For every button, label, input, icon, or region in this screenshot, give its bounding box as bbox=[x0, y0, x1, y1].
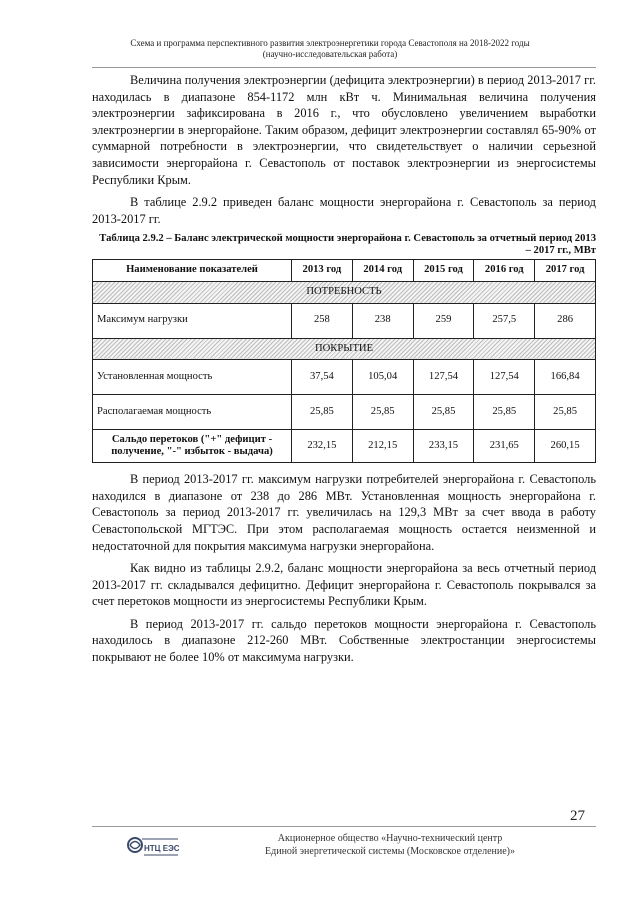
table-row-flow-balance bbox=[93, 430, 596, 463]
table-cell: 105,04 bbox=[352, 360, 413, 395]
row-label: Располагаемая мощность bbox=[93, 395, 292, 430]
table-cell: 233,15 bbox=[413, 430, 474, 463]
table-cell: 212,15 bbox=[352, 430, 413, 463]
table-cell: 260,15 bbox=[535, 430, 596, 463]
table-cell: 25,85 bbox=[292, 395, 353, 430]
table-cell: 25,85 bbox=[535, 395, 596, 430]
ntc-ees-logo-icon bbox=[126, 833, 182, 865]
column-header-indicator: Наименование показателей bbox=[93, 260, 292, 282]
table-cell: 238 bbox=[352, 303, 413, 338]
paragraph-4: Как видно из таблицы 2.9.2, баланс мощности энергорайона за весь отчетный период 2013-2017 гг. складывался дефицитно. Дефицит энергорайона г. Севастополь покрывался за счет перетоков мощности из энергосистемы Республики Крым. bbox=[92, 561, 596, 609]
logo-text: НТЦ ЕЭС bbox=[144, 844, 180, 853]
table-cell: 37,54 bbox=[292, 360, 353, 395]
table-cell: 127,54 bbox=[413, 360, 474, 395]
footer bbox=[220, 832, 560, 858]
table-cell: 231,65 bbox=[474, 430, 535, 463]
column-header-2015: 2015 год bbox=[413, 260, 474, 282]
table-cell: 258 bbox=[292, 303, 353, 338]
column-header-2013: 2013 год bbox=[292, 260, 353, 282]
table-row-max-load bbox=[93, 303, 596, 338]
footer-line-1: Акционерное общество «Научно-технический центр bbox=[277, 833, 503, 844]
power-balance-table bbox=[92, 259, 596, 463]
header-title: Схема и программа перспективного развития электроэнергетики города Севастополя на 2018-2022 годы bbox=[130, 38, 530, 48]
table-cell: 232,15 bbox=[292, 430, 353, 463]
table-cell: 25,85 bbox=[352, 395, 413, 430]
table-header-row bbox=[93, 260, 596, 282]
section-row-coverage bbox=[93, 338, 596, 360]
paragraph-1: Величина получения электроэнергии (дефицита электроэнергии) в период 2013-2017 гг. находилась в диапазоне 854-1172 млн кВт ч. Минимальная величина получения электроэнергии зафиксирована в 2016 г., что обусловлено увеличением выработки электроэнергии в энергорайоне. Таким образом, дефицит электроэнергии составлял 65-90% от суммарной потребности в электроэнергии, что свидетельствует о наличии серьезной зависимости энергорайона г. Севастополь от поставок электроэнергии из энергосистемы Республики Крым. bbox=[92, 73, 596, 187]
section-label-demand: ПОТРЕБНОСТЬ bbox=[93, 281, 596, 303]
table-row-available-capacity bbox=[93, 395, 596, 430]
section-row-demand bbox=[93, 281, 596, 303]
footer-divider bbox=[92, 826, 596, 827]
table-cell: 286 bbox=[535, 303, 596, 338]
paragraph-2: В таблице 2.9.2 приведен баланс мощности энергорайона г. Севастополь за период 2013-2017 гг. bbox=[92, 195, 596, 226]
table-row-installed-capacity bbox=[93, 360, 596, 395]
table-cell: 25,85 bbox=[413, 395, 474, 430]
column-header-2016: 2016 год bbox=[474, 260, 535, 282]
table-cell: 257,5 bbox=[474, 303, 535, 338]
footer-line-2: Единой энергетической системы (Московское отделение)» bbox=[265, 846, 515, 857]
row-label: Максимум нагрузки bbox=[93, 303, 292, 338]
section-label-coverage: ПОКРЫТИЕ bbox=[93, 338, 596, 360]
table-cell: 25,85 bbox=[474, 395, 535, 430]
paragraph-5: В период 2013-2017 гг. сальдо перетоков мощности энергорайона г. Севастополь находилось в диапазоне 212-260 МВт. Собственные электростанции энергосистемы покрывают не более 10% от максимума нагрузки. bbox=[92, 616, 596, 665]
table-cell: 259 bbox=[413, 303, 474, 338]
page-body bbox=[92, 72, 596, 672]
running-header bbox=[90, 38, 570, 60]
column-header-2017: 2017 год bbox=[535, 260, 596, 282]
page-number: 27 bbox=[570, 808, 585, 824]
table-caption: Таблица 2.9.2 – Баланс электрической мощности энергорайона г. Севастополь за отчетный период 2013 – 2017 гг., МВт bbox=[99, 233, 596, 257]
header-divider bbox=[92, 67, 596, 68]
table-cell: 166,84 bbox=[535, 360, 596, 395]
paragraph-3: В период 2013-2017 гг. максимум нагрузки потребителей энергорайона г. Севастополь находился в диапазоне от 238 до 286 МВт. Установленная мощность энергорайона г. Севастополь за период 2013-2017 гг. увеличилась на 129,3 МВт за счет ввода в работу Севастопольской МГТЭС. При этом располагаемая мощность остается неизменной и недостаточной для покрытия максимума нагрузки энергорайона. bbox=[92, 472, 596, 553]
row-label: Установленная мощность bbox=[93, 360, 292, 395]
column-header-2014: 2014 год bbox=[352, 260, 413, 282]
header-subtitle: (научно-исследовательская работа) bbox=[262, 49, 398, 59]
table-cell: 127,54 bbox=[474, 360, 535, 395]
row-label: Сальдо перетоков ("+" дефицит - получение, "-" избыток - выдача) bbox=[93, 430, 292, 463]
